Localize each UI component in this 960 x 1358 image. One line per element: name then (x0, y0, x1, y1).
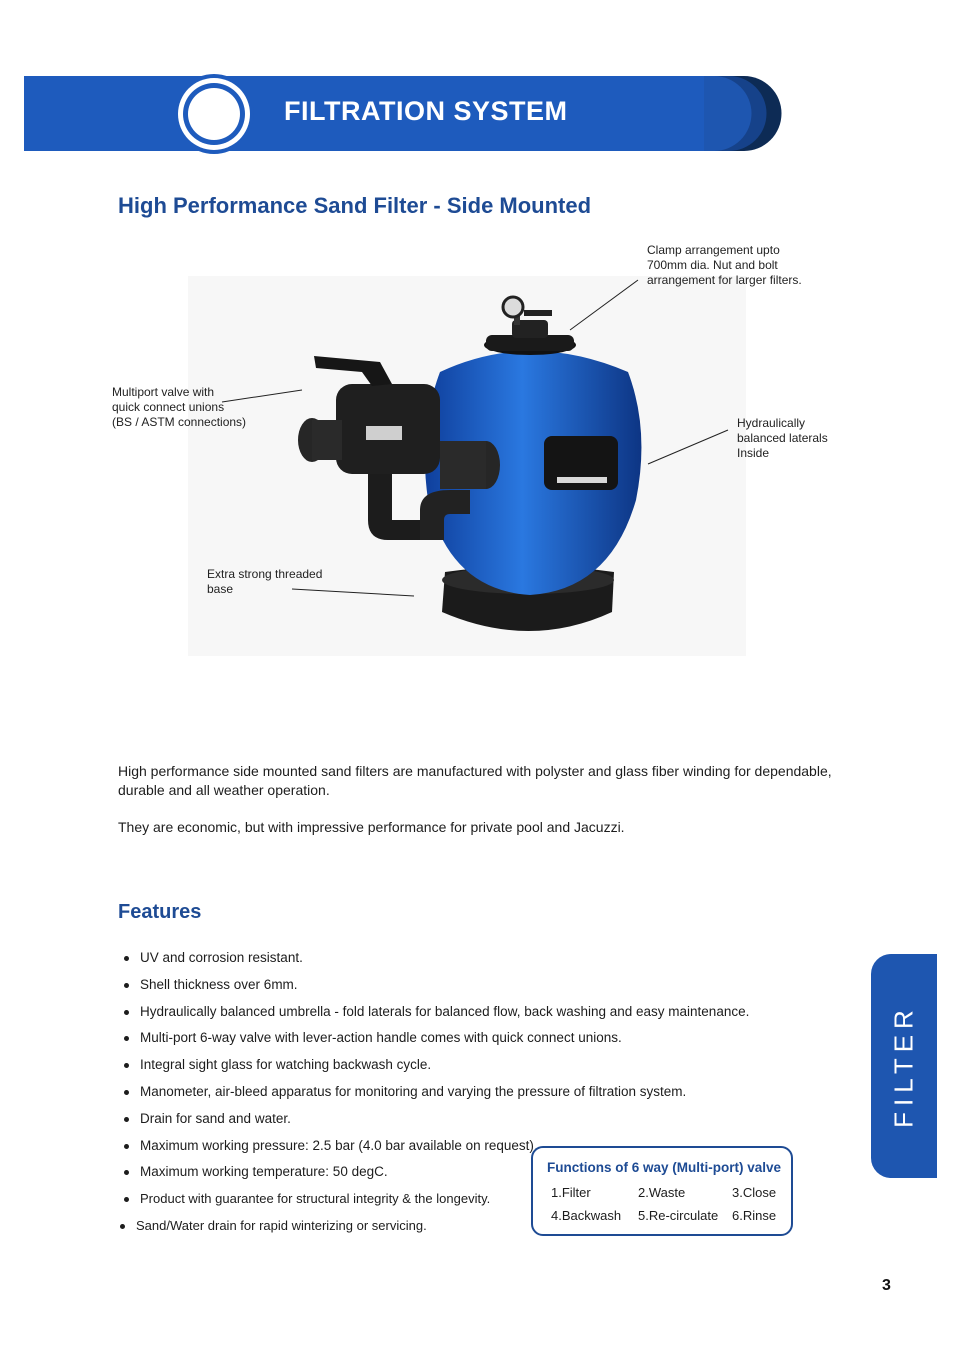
valve-functions-box (531, 1146, 793, 1236)
bullet-icon (124, 1144, 129, 1149)
bullet-icon (124, 1117, 129, 1122)
list-item: Drain for sand and water. (124, 1109, 749, 1136)
page-number: 3 (882, 1277, 891, 1294)
valve-function-item: 1.Filter (551, 1185, 591, 1200)
callout-base: Extra strong threaded base (207, 567, 323, 596)
list-item: Multi-port 6-way valve with lever-action handle comes with quick connect unions. (124, 1028, 749, 1055)
valve-function-item: 3.Close (732, 1185, 777, 1200)
list-item: Maximum working pressure: 2.5 bar (4.0 bar available on request). (124, 1136, 749, 1163)
bullet-icon (124, 1170, 129, 1175)
side-tab-filter (871, 954, 937, 1178)
list-item: Sand/Water drain for rapid winterizing or servicing. (120, 1216, 749, 1243)
description-paragraph-1: High performance side mounted sand filters are manufactured with polyster and glass fiber winding for dependable, durable and all weather operation. (118, 763, 832, 798)
valve-function-item: 2.Waste (638, 1185, 686, 1200)
list-item: Hydraulically balanced umbrella - fold laterals for balanced flow, back washing and easy maintenance. (124, 1002, 749, 1029)
list-item: UV and corrosion resistant. (124, 948, 749, 975)
list-item: Shell thickness over 6mm. (124, 975, 749, 1002)
bullet-icon (124, 1063, 129, 1068)
page-title: FILTRATION SYSTEM (284, 96, 568, 126)
bullet-icon (124, 956, 129, 961)
valve-function-item: 4.Backwash (551, 1208, 622, 1223)
product-title: High Performance Sand Filter - Side Mounted (118, 193, 592, 218)
valve-function-item: 6.Rinse (732, 1208, 777, 1223)
features-heading: Features (118, 901, 202, 923)
callout-clamp: Clamp arrangement upto 700mm dia. Nut and bolt arrangement for larger filters. (647, 243, 802, 287)
list-item: Manometer, air-bleed apparatus for monitoring and varying the pressure of filtration system. (124, 1082, 749, 1109)
list-item: Integral sight glass for watching backwash cycle. (124, 1055, 749, 1082)
bullet-icon (120, 1224, 125, 1229)
description-paragraph-2: They are economic, but with impressive performance for private pool and Jacuzzi. (118, 819, 625, 835)
bullet-icon (124, 983, 129, 988)
bullet-icon (124, 1036, 129, 1041)
bullet-icon (124, 1010, 129, 1015)
valve-function-item: 5.Re-circulate (638, 1208, 719, 1223)
side-tab-label: FILTER (888, 1004, 919, 1128)
list-item: Product with guarantee for structural integrity & the longevity. (124, 1189, 749, 1216)
list-item: Maximum working temperature: 50 degC. (124, 1162, 749, 1189)
callout-multiport-valve: Multiport valve with quick connect unions (BS / ASTM connections) (112, 385, 247, 429)
callout-laterals: Hydraulically balanced laterals Inside (737, 416, 828, 460)
bullet-icon (124, 1197, 129, 1202)
valve-functions-title: Functions of 6 way (Multi-port) valve (547, 1160, 782, 1175)
bullet-icon (124, 1090, 129, 1095)
